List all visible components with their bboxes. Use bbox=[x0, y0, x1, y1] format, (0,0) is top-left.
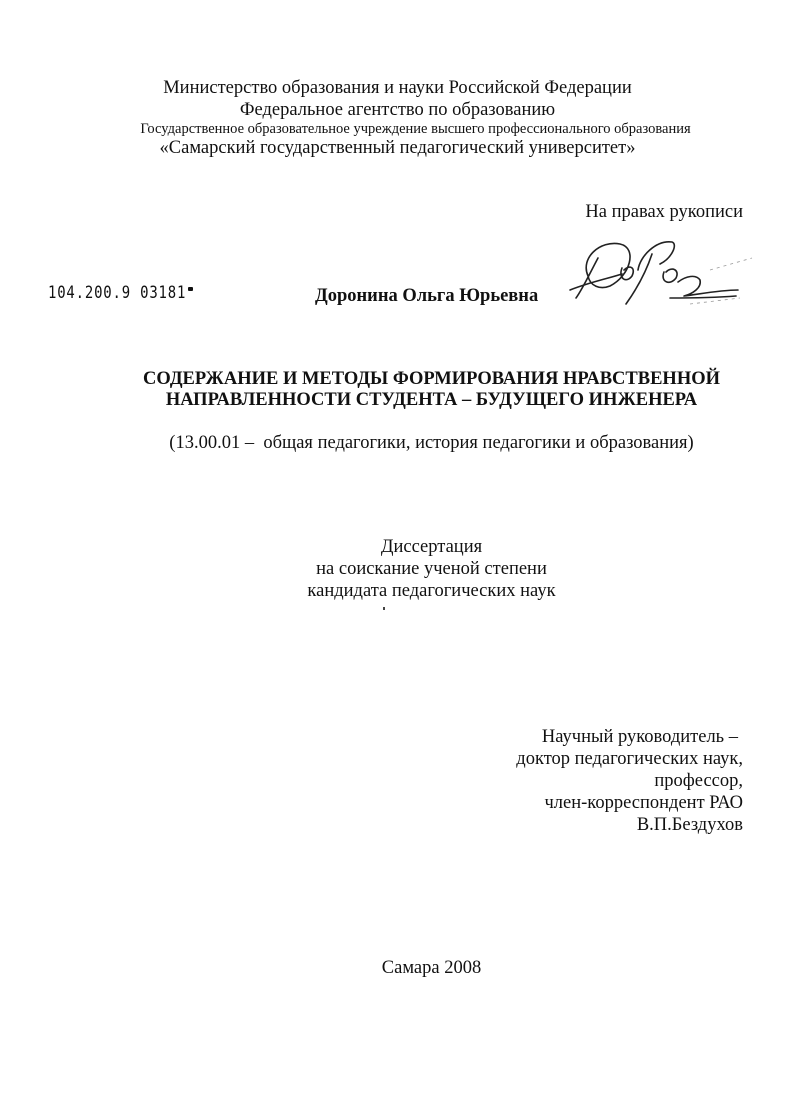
dissertation-title-line-2: НАПРАВЛЕННОСТИ СТУДЕНТА – БУДУЩЕГО ИНЖЕНЕРА bbox=[165, 390, 698, 410]
supervisor-degree: доктор педагогических наук, bbox=[516, 749, 743, 769]
supervisor-rank: профессор, bbox=[654, 771, 743, 791]
institution-type-heading: Государственное образовательное учреждение высшего профессионального образования bbox=[140, 121, 691, 137]
archive-code-stamp: 104.200.9 03181 bbox=[48, 283, 187, 303]
stray-mark bbox=[383, 607, 385, 610]
city-year: Самара 2008 bbox=[381, 958, 482, 978]
manuscript-note: На правах рукописи bbox=[585, 202, 743, 222]
archive-code-dot bbox=[188, 287, 193, 291]
ministry-heading: Министерство образования и науки Российской Федерации bbox=[163, 78, 632, 98]
supervisor-name: В.П.Бездухов bbox=[636, 815, 743, 835]
specialty-code: (13.00.01 – общая педагогики, история педагогики и образования) bbox=[169, 433, 694, 453]
agency-heading: Федеральное агентство по образованию bbox=[239, 100, 556, 120]
university-heading: «Самарский государственный педагогический университет» bbox=[159, 138, 636, 158]
author-signature bbox=[560, 228, 760, 318]
dissertation-title-line-1: СОДЕРЖАНИЕ И МЕТОДЫ ФОРМИРОВАНИЯ НРАВСТВЕННОЙ bbox=[143, 369, 720, 389]
author-name: Доронина Ольга Юрьевна bbox=[315, 286, 539, 306]
degree-name: кандидата педагогических наук bbox=[307, 581, 556, 601]
supervisor-label: Научный руководитель – bbox=[541, 727, 738, 747]
dissertation-label: Диссертация bbox=[380, 537, 483, 557]
degree-purpose: на соискание ученой степени bbox=[316, 559, 547, 579]
supervisor-membership: член-корреспондент РАО bbox=[544, 793, 743, 813]
